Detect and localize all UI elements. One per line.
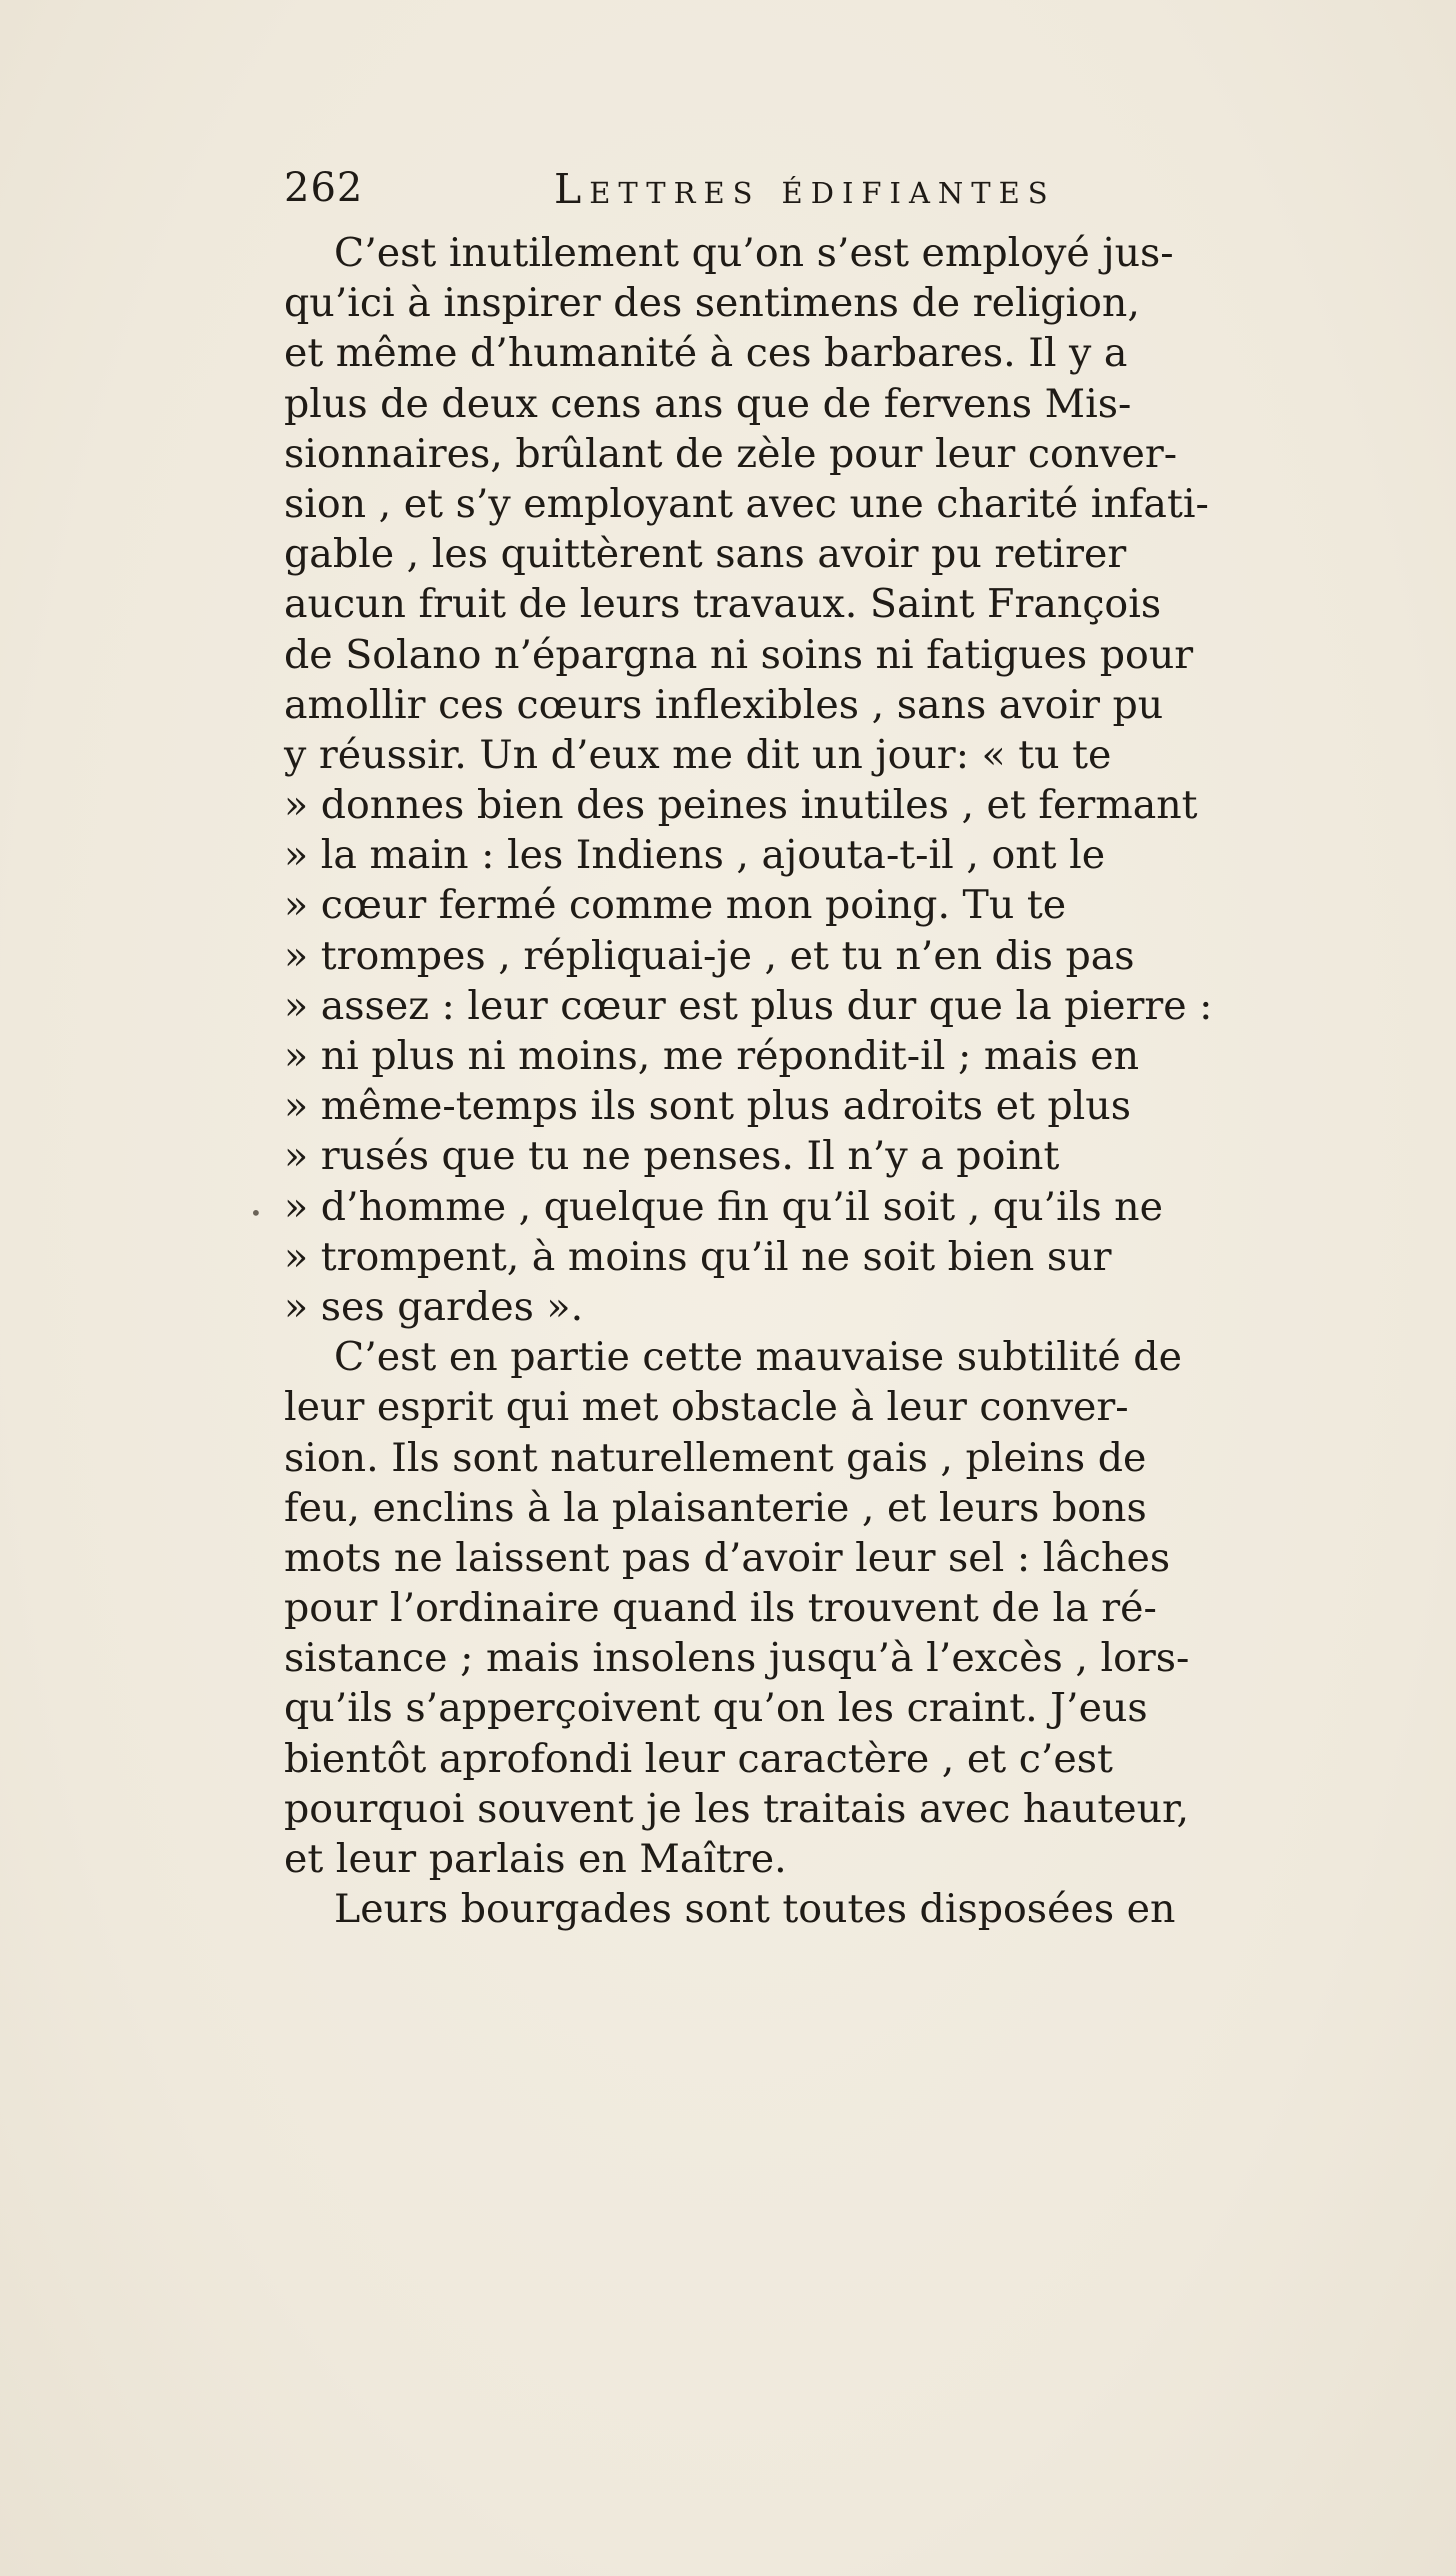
text-line: mots ne laissent pas d’avoir leur sel : lâches (284, 1534, 1171, 1581)
body-text (284, 228, 1384, 1934)
text-line: amollir ces cœurs inflexibles , sans avoir pu (284, 681, 1164, 728)
text-line: » même-temps ils sont plus adroits et plus (284, 1083, 1132, 1130)
text-line: C’est en partie cette mauvaise subtilité de (334, 1334, 1182, 1381)
text-line: aucun fruit de leurs travaux. Saint François (284, 581, 1162, 628)
text-line: Leurs bourgades sont toutes disposées en (334, 1886, 1176, 1933)
text-line: » cœur fermé comme mon poing. Tu te (284, 882, 1067, 929)
text-line: » rusés que tu ne penses. Il n’y a point (284, 1133, 1060, 1180)
text-line: » trompes , répliquai-je , et tu n’en dis pas (284, 932, 1135, 979)
text-line: qu’ici à inspirer des sentimens de religion, (284, 280, 1140, 327)
text-line: de Solano n’épargna ni soins ni fatigues pour (284, 631, 1194, 678)
text-line: » d’homme , quelque fin qu’il soit , qu’ils ne (284, 1183, 1163, 1230)
text-line: » ses gardes ». (284, 1283, 584, 1330)
text-line: sion , et s’y employant avec une charité infati- (284, 480, 1209, 527)
text-line: y réussir. Un d’eux me dit un jour: « tu te (284, 731, 1112, 778)
text-line: sion. Ils sont naturellement gais , pleins de (284, 1434, 1147, 1481)
text-line: sionnaires, brûlant de zèle pour leur conver- (284, 430, 1178, 477)
page-number: 262 (284, 165, 364, 211)
text-line: leur esprit qui met obstacle à leur conver- (284, 1384, 1129, 1431)
text-line: » la main : les Indiens , ajouta-t-il , ont le (284, 832, 1106, 879)
text-line: et leur parlais en Maître. (284, 1836, 787, 1882)
text-line: sistance ; mais insolens jusqu’à l’excès , lors- (284, 1635, 1190, 1682)
text-line: gable , les quittèrent sans avoir pu retirer (284, 531, 1127, 578)
text-line: plus de deux cens ans que de fervens Mis- (284, 380, 1132, 427)
text-line: pour l’ordinaire quand ils trouvent de la ré- (284, 1585, 1157, 1632)
text-line: qu’ils s’apperçoivent qu’on les craint. J’eus (284, 1685, 1148, 1732)
text-line: pourquoi souvent je les traitais avec hauteur, (284, 1785, 1190, 1832)
running-title: Lettres édifiantes (554, 165, 1056, 213)
text-line: » assez : leur cœur est plus dur que la pierre : (284, 982, 1213, 1029)
text-line: C’est inutilement qu’on s’est employé jus- (334, 230, 1174, 276)
text-line: feu, enclins à la plaisanterie , et leurs bons (284, 1484, 1147, 1531)
text-line: bientôt aprofondi leur caractère , et c’est (284, 1735, 1113, 1782)
text-line: » donnes bien des peines inutiles , et fermant (284, 782, 1198, 829)
text-line: » ni plus ni moins, me répondit-il ; mais en (284, 1033, 1140, 1079)
text-line: » trompent, à moins qu’il ne soit bien sur (284, 1233, 1112, 1280)
text-line: et même d’humanité à ces barbares. Il y a (284, 330, 1128, 377)
margin-mark: • (250, 1201, 262, 1225)
page-header (284, 165, 1184, 225)
